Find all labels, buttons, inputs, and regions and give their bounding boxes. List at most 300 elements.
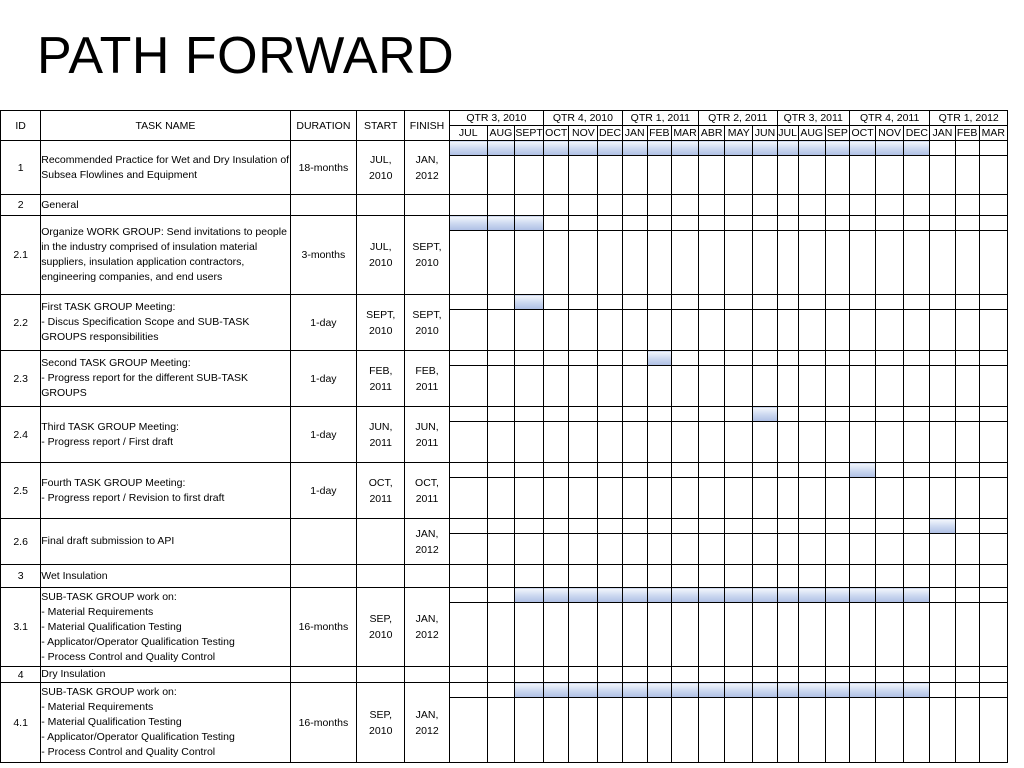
gantt-cell xyxy=(622,310,647,351)
header-finish: FINISH xyxy=(405,111,449,141)
gantt-cell xyxy=(515,565,544,588)
task-start xyxy=(357,565,405,588)
gantt-cell xyxy=(449,310,487,351)
gantt-cell xyxy=(725,534,753,565)
header-month: NOV xyxy=(876,126,904,141)
gantt-bar xyxy=(699,141,725,156)
gantt-cell xyxy=(544,295,569,310)
task-name: Wet Insulation xyxy=(41,565,290,588)
gantt-bar xyxy=(487,141,514,156)
gantt-cell xyxy=(777,698,798,763)
gantt-cell xyxy=(647,407,671,422)
gantt-cell xyxy=(487,351,514,366)
header-quarter: QTR 3, 2010 xyxy=(449,111,544,126)
gantt-cell xyxy=(979,310,1007,351)
gantt-cell xyxy=(515,310,544,351)
task-start: JUL, 2010 xyxy=(357,141,405,195)
gantt-cell xyxy=(598,195,622,216)
gantt-cell xyxy=(777,295,798,310)
gantt-cell xyxy=(979,366,1007,407)
gantt-cell xyxy=(598,216,622,231)
gantt-cell xyxy=(569,156,598,195)
gantt-cell xyxy=(449,683,487,698)
gantt-cell xyxy=(671,478,698,519)
gantt-cell xyxy=(930,195,955,216)
gantt-cell xyxy=(876,478,904,519)
gantt-cell xyxy=(487,667,514,683)
gantt-cell xyxy=(544,351,569,366)
header-month: JAN xyxy=(930,126,955,141)
gantt-cell xyxy=(515,534,544,565)
gantt-cell xyxy=(569,698,598,763)
task-id: 4.1 xyxy=(1,683,41,763)
gantt-cell xyxy=(777,366,798,407)
header-month: DEC xyxy=(905,127,928,139)
gantt-cell xyxy=(725,603,753,667)
gantt-cell xyxy=(647,156,671,195)
gantt-cell xyxy=(449,195,487,216)
gantt-cell xyxy=(622,422,647,463)
task-id: 2.1 xyxy=(1,216,41,295)
gantt-cell xyxy=(904,698,930,763)
gantt-cell xyxy=(647,698,671,763)
gantt-bar xyxy=(777,141,798,156)
gantt-cell xyxy=(449,351,487,366)
gantt-cell xyxy=(979,295,1007,310)
gantt-bar xyxy=(753,407,777,422)
gantt-cell xyxy=(753,310,777,351)
gantt-cell xyxy=(622,295,647,310)
gantt-cell xyxy=(671,156,698,195)
gantt-cell xyxy=(487,231,514,295)
gantt-cell xyxy=(544,310,569,351)
gantt-bar xyxy=(544,683,569,698)
gantt-body xyxy=(1,141,1008,763)
gantt-bar xyxy=(671,141,698,156)
gantt-cell xyxy=(930,588,955,603)
gantt-cell xyxy=(849,667,875,683)
task-name: Organize WORK GROUP: Send invitations to people in the industry comprised of insulation material suppliers, insulation application contractors, engineering companies, and end users xyxy=(41,216,290,295)
gantt-cell xyxy=(699,463,725,478)
gantt-cell xyxy=(930,422,955,463)
gantt-cell xyxy=(699,422,725,463)
gantt-cell xyxy=(798,195,825,216)
gantt-cell xyxy=(876,603,904,667)
task-duration: 1-day xyxy=(290,463,356,519)
gantt-cell xyxy=(753,534,777,565)
gantt-cell xyxy=(798,478,825,519)
gantt-cell xyxy=(699,310,725,351)
gantt-cell xyxy=(671,534,698,565)
gantt-cell xyxy=(699,603,725,667)
gantt-cell xyxy=(825,565,849,588)
gantt-cell xyxy=(876,351,904,366)
gantt-cell xyxy=(598,698,622,763)
gantt-cell xyxy=(671,216,698,231)
gantt-cell xyxy=(699,698,725,763)
task-id: 2.2 xyxy=(1,295,41,351)
gantt-cell xyxy=(515,422,544,463)
gantt-cell xyxy=(753,519,777,534)
gantt-cell xyxy=(671,603,698,667)
gantt-cell xyxy=(449,667,487,683)
gantt-cell xyxy=(904,407,930,422)
gantt-cell xyxy=(798,565,825,588)
gantt-cell xyxy=(544,216,569,231)
gantt-cell xyxy=(449,534,487,565)
gantt-cell xyxy=(699,366,725,407)
gantt-cell xyxy=(725,231,753,295)
gantt-cell xyxy=(671,698,698,763)
gantt-cell xyxy=(798,216,825,231)
gantt-cell xyxy=(849,407,875,422)
gantt-cell xyxy=(930,231,955,295)
task-id: 2.3 xyxy=(1,351,41,407)
gantt-cell xyxy=(449,603,487,667)
task-duration: 18-months xyxy=(290,141,356,195)
gantt-cell xyxy=(849,422,875,463)
gantt-bar xyxy=(930,519,955,534)
gantt-bar xyxy=(449,216,487,231)
gantt-cell xyxy=(569,667,598,683)
gantt-cell xyxy=(515,156,544,195)
gantt-cell xyxy=(622,366,647,407)
gantt-cell xyxy=(904,534,930,565)
gantt-cell xyxy=(930,683,955,698)
gantt-cell xyxy=(979,519,1007,534)
gantt-cell xyxy=(904,463,930,478)
gantt-bar xyxy=(598,588,622,603)
gantt-cell xyxy=(904,351,930,366)
gantt-cell xyxy=(930,478,955,519)
gantt-cell xyxy=(699,565,725,588)
gantt-cell xyxy=(904,156,930,195)
gantt-cell xyxy=(515,366,544,407)
task-start: OCT, 2011 xyxy=(357,463,405,519)
gantt-cell xyxy=(699,407,725,422)
gantt-cell xyxy=(825,422,849,463)
gantt-cell xyxy=(849,534,875,565)
gantt-cell xyxy=(622,351,647,366)
gantt-cell xyxy=(798,603,825,667)
header-quarter: QTR 4, 2010 xyxy=(544,111,622,126)
header-month: NOV xyxy=(569,126,598,141)
gantt-cell xyxy=(487,478,514,519)
gantt-cell xyxy=(825,519,849,534)
task-id: 4 xyxy=(1,667,41,683)
gantt-cell xyxy=(569,407,598,422)
gantt-cell xyxy=(598,407,622,422)
gantt-cell xyxy=(777,478,798,519)
gantt-bar xyxy=(671,588,698,603)
task-finish: SEPT, 2010 xyxy=(405,216,449,295)
gantt-cell xyxy=(798,519,825,534)
gantt-cell xyxy=(449,698,487,763)
gantt-cell xyxy=(753,366,777,407)
gantt-cell xyxy=(753,216,777,231)
gantt-cell xyxy=(622,463,647,478)
gantt-cell xyxy=(979,478,1007,519)
gantt-cell xyxy=(699,156,725,195)
task-name: Final draft submission to API xyxy=(41,519,290,565)
gantt-bar xyxy=(544,588,569,603)
gantt-cell xyxy=(876,534,904,565)
gantt-bar xyxy=(798,141,825,156)
gantt-cell xyxy=(671,565,698,588)
gantt-cell xyxy=(849,478,875,519)
gantt-cell xyxy=(825,667,849,683)
header-month: JUL xyxy=(778,127,797,139)
gantt-cell xyxy=(904,366,930,407)
gantt-cell xyxy=(622,156,647,195)
gantt-cell xyxy=(979,231,1007,295)
gantt-cell xyxy=(725,156,753,195)
gantt-cell xyxy=(544,519,569,534)
gantt-cell xyxy=(930,295,955,310)
gantt-cell xyxy=(825,156,849,195)
header-month: SEP xyxy=(826,127,848,139)
gantt-cell xyxy=(979,588,1007,603)
gantt-cell xyxy=(647,534,671,565)
gantt-cell xyxy=(979,195,1007,216)
task-finish: OCT, 2011 xyxy=(405,463,449,519)
gantt-bar xyxy=(622,141,647,156)
gantt-cell xyxy=(904,478,930,519)
gantt-cell xyxy=(904,667,930,683)
gantt-cell xyxy=(777,667,798,683)
gantt-cell xyxy=(647,295,671,310)
gantt-cell xyxy=(569,310,598,351)
gantt-bar xyxy=(449,141,487,156)
task-duration xyxy=(290,519,356,565)
header-task-name: TASK NAME xyxy=(41,111,290,141)
gantt-bar xyxy=(849,588,875,603)
header-month: JAN xyxy=(622,126,647,141)
gantt-cell xyxy=(955,407,979,422)
gantt-cell xyxy=(544,478,569,519)
gantt-cell xyxy=(849,310,875,351)
gantt-cell xyxy=(647,310,671,351)
gantt-cell xyxy=(777,422,798,463)
task-row xyxy=(1,216,1008,231)
gantt-cell xyxy=(798,422,825,463)
gantt-cell xyxy=(904,603,930,667)
gantt-cell xyxy=(753,698,777,763)
gantt-cell xyxy=(699,519,725,534)
gantt-cell xyxy=(798,310,825,351)
gantt-header xyxy=(1,111,1008,141)
gantt-cell xyxy=(622,565,647,588)
gantt-cell xyxy=(569,195,598,216)
header-month: MAR xyxy=(673,127,697,139)
header-month: AUG xyxy=(487,126,514,141)
gantt-cell xyxy=(647,667,671,683)
header-month: DEC xyxy=(598,127,622,139)
gantt-bar xyxy=(598,141,622,156)
task-name: First TASK GROUP Meeting: - Discus Specification Scope and SUB-TASK GROUPS responsibilities xyxy=(41,295,290,351)
gantt-cell xyxy=(955,310,979,351)
gantt-cell xyxy=(955,588,979,603)
gantt-bar xyxy=(904,588,930,603)
gantt-cell xyxy=(930,565,955,588)
gantt-cell xyxy=(598,156,622,195)
gantt-bar xyxy=(647,588,671,603)
header-month: JUN xyxy=(754,127,776,139)
gantt-cell xyxy=(671,351,698,366)
gantt-cell xyxy=(622,231,647,295)
gantt-cell xyxy=(876,366,904,407)
gantt-cell xyxy=(515,698,544,763)
task-id: 1 xyxy=(1,141,41,195)
gantt-cell xyxy=(825,534,849,565)
gantt-bar xyxy=(515,216,544,231)
gantt-cell xyxy=(449,231,487,295)
gantt-cell xyxy=(725,351,753,366)
task-name: Third TASK GROUP Meeting: - Progress report / First draft xyxy=(41,407,290,463)
gantt-cell xyxy=(876,698,904,763)
gantt-cell xyxy=(622,534,647,565)
gantt-bar xyxy=(569,588,598,603)
gantt-cell xyxy=(544,534,569,565)
gantt-cell xyxy=(930,156,955,195)
gantt-cell xyxy=(979,407,1007,422)
gantt-cell xyxy=(955,156,979,195)
header-month: FEB xyxy=(649,127,670,139)
task-name: SUB-TASK GROUP work on: - Material Requirements - Material Qualification Testing - Applicator/Operator Qualification Testing - Process Control and Quality Control xyxy=(41,683,290,763)
task-row xyxy=(1,141,1008,156)
gantt-cell xyxy=(904,565,930,588)
gantt-cell xyxy=(753,231,777,295)
gantt-cell xyxy=(979,156,1007,195)
task-name: SUB-TASK GROUP work on: - Material Requirements - Material Qualification Testing - Applicator/Operator Qualification Testing - Process Control and Quality Control xyxy=(41,588,290,667)
header-month: OCT xyxy=(545,127,568,139)
gantt-cell xyxy=(849,295,875,310)
gantt-cell xyxy=(777,463,798,478)
gantt-cell xyxy=(979,141,1007,156)
header-quarter: QTR 4, 2011 xyxy=(849,111,929,126)
task-finish xyxy=(405,667,449,683)
gantt-cell xyxy=(487,156,514,195)
gantt-cell xyxy=(798,667,825,683)
gantt-cell xyxy=(876,195,904,216)
gantt-cell xyxy=(876,216,904,231)
header-month: MAR xyxy=(979,126,1007,141)
gantt-cell xyxy=(725,698,753,763)
gantt-bar xyxy=(798,683,825,698)
gantt-bar xyxy=(487,216,514,231)
task-row xyxy=(1,588,1008,603)
task-id: 2.6 xyxy=(1,519,41,565)
gantt-cell xyxy=(777,519,798,534)
gantt-cell xyxy=(449,565,487,588)
gantt-cell xyxy=(825,366,849,407)
gantt-cell xyxy=(569,231,598,295)
gantt-cell xyxy=(955,351,979,366)
gantt-cell xyxy=(777,565,798,588)
gantt-cell xyxy=(598,519,622,534)
gantt-cell xyxy=(753,478,777,519)
gantt-cell xyxy=(930,216,955,231)
gantt-cell xyxy=(487,588,514,603)
gantt-cell xyxy=(449,156,487,195)
gantt-cell xyxy=(825,195,849,216)
header-quarter: QTR 1, 2011 xyxy=(622,111,698,126)
gantt-bar xyxy=(849,141,875,156)
gantt-cell xyxy=(753,667,777,683)
gantt-cell xyxy=(955,603,979,667)
header-quarter: QTR 3, 2011 xyxy=(777,111,849,126)
gantt-cell xyxy=(798,156,825,195)
gantt-cell xyxy=(622,407,647,422)
gantt-cell xyxy=(569,603,598,667)
gantt-cell xyxy=(725,407,753,422)
gantt-cell xyxy=(849,216,875,231)
gantt-cell xyxy=(725,565,753,588)
gantt-cell xyxy=(449,295,487,310)
gantt-cell xyxy=(671,667,698,683)
gantt-bar xyxy=(725,588,753,603)
gantt-cell xyxy=(487,698,514,763)
gantt-cell xyxy=(825,698,849,763)
header-month: OCT xyxy=(851,127,874,139)
gantt-bar xyxy=(515,588,544,603)
gantt-bar xyxy=(876,683,904,698)
header-quarter: QTR 2, 2011 xyxy=(699,111,777,126)
gantt-bar xyxy=(569,683,598,698)
task-finish: JUN, 2011 xyxy=(405,407,449,463)
gantt-cell xyxy=(725,310,753,351)
header-month: JUL xyxy=(449,126,487,141)
gantt-cell xyxy=(849,156,875,195)
gantt-cell xyxy=(849,366,875,407)
gantt-cell xyxy=(569,422,598,463)
gantt-cell xyxy=(825,478,849,519)
gantt-cell xyxy=(876,310,904,351)
gantt-cell xyxy=(725,667,753,683)
header-month: FEB xyxy=(956,127,978,139)
header-month: AUG xyxy=(798,126,825,141)
gantt-cell xyxy=(979,216,1007,231)
gantt-cell xyxy=(904,216,930,231)
task-row xyxy=(1,295,1008,310)
gantt-cell xyxy=(798,295,825,310)
gantt-cell xyxy=(515,603,544,667)
gantt-bar xyxy=(777,683,798,698)
gantt-cell xyxy=(671,310,698,351)
gantt-cell xyxy=(930,603,955,667)
gantt-cell xyxy=(955,463,979,478)
gantt-cell xyxy=(825,231,849,295)
gantt-cell xyxy=(955,141,979,156)
gantt-cell xyxy=(955,519,979,534)
task-name: General xyxy=(41,195,290,216)
gantt-cell xyxy=(725,195,753,216)
gantt-cell xyxy=(979,534,1007,565)
gantt-bar xyxy=(622,588,647,603)
gantt-bar xyxy=(753,683,777,698)
section-row xyxy=(1,195,1008,216)
task-row xyxy=(1,519,1008,534)
task-start: SEPT, 2010 xyxy=(357,295,405,351)
gantt-cell xyxy=(798,534,825,565)
gantt-cell xyxy=(569,351,598,366)
gantt-cell xyxy=(487,407,514,422)
gantt-bar xyxy=(725,141,753,156)
gantt-bar xyxy=(798,588,825,603)
gantt-cell xyxy=(955,195,979,216)
task-id: 2.4 xyxy=(1,407,41,463)
gantt-cell xyxy=(930,698,955,763)
